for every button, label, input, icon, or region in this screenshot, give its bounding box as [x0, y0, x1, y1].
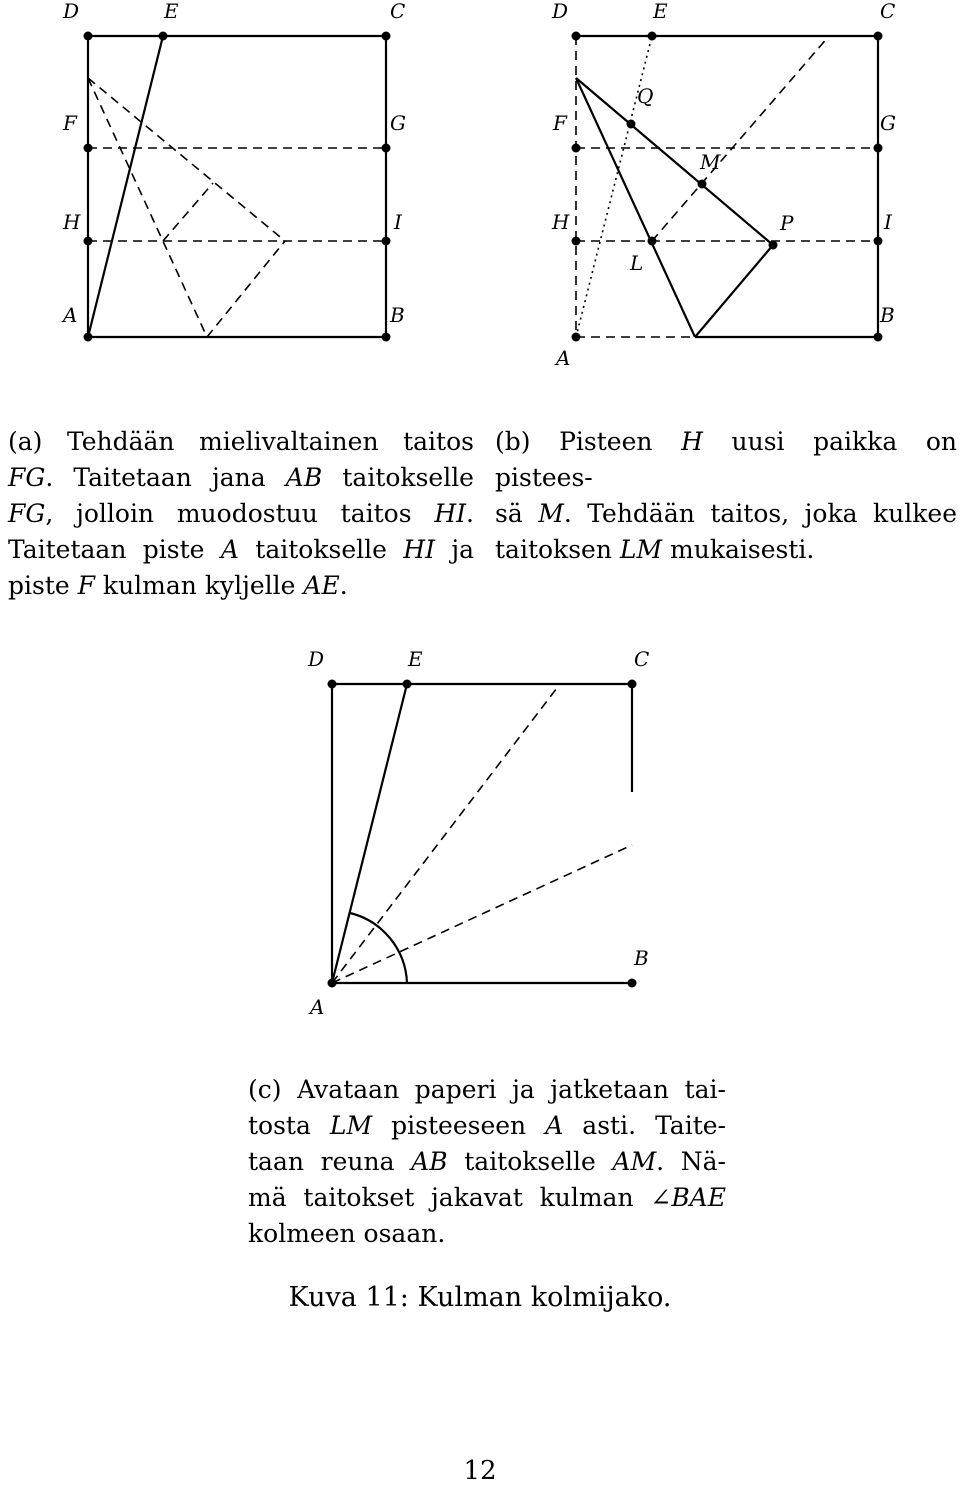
label-g-a: G — [390, 111, 406, 135]
label-c-b: C — [880, 0, 896, 23]
label-a-c: A — [310, 995, 325, 1019]
label-i-b: I — [884, 210, 892, 234]
fold-line-a4 — [163, 183, 213, 241]
fold-f-to-l-b — [576, 78, 695, 337]
point-f-a — [84, 144, 93, 153]
point-b-b — [874, 333, 883, 342]
point-b-c — [628, 979, 637, 988]
caption-b — [495, 424, 957, 568]
caption-b-line2: sä M. Tehdään taitos, joka kulkee — [495, 499, 957, 528]
square-b-edges — [576, 36, 878, 337]
fold-ae-a — [88, 36, 163, 337]
point-a-c — [328, 979, 337, 988]
fold-lm-b — [652, 36, 829, 241]
square-c-edges — [332, 684, 632, 983]
point-h-b — [572, 237, 581, 246]
caption-a-line4: Taitetaan piste A taitokselle HI ja — [8, 535, 474, 564]
label-d-c: D — [308, 647, 325, 671]
fold-line-a3 — [207, 241, 285, 337]
label-d-b: D — [552, 0, 569, 23]
point-c-a — [382, 32, 391, 41]
point-d-b — [572, 32, 581, 41]
figure-b — [480, 0, 960, 400]
label-b-b: B — [880, 303, 895, 327]
caption-a-line5: piste F kulman kyljelle AE. — [8, 571, 348, 600]
point-f-b — [572, 144, 581, 153]
label-m-b: M — [700, 150, 721, 174]
point-m-b — [698, 180, 707, 189]
point-l-b — [648, 237, 657, 246]
label-i-a: I — [394, 210, 402, 234]
label-h-a: H — [63, 210, 81, 234]
point-g-b — [874, 144, 883, 153]
label-l-b: L — [630, 251, 644, 275]
caption-c-line3: taan reuna AB taitokselle AM. Nä- — [248, 1147, 727, 1176]
caption-a-line2: FG. Taitetaan jana AB taitokselle — [8, 463, 474, 492]
fold-ae-c — [332, 684, 407, 983]
label-g-b: G — [880, 111, 896, 135]
point-c-c — [628, 680, 637, 689]
label-c-a: C — [390, 0, 406, 23]
figure-c — [0, 630, 960, 1030]
caption-a-line3: FG, jolloin muodostuu taitos HI. — [8, 499, 474, 528]
point-q-b — [627, 120, 636, 129]
point-b-a — [382, 333, 391, 342]
caption-c — [248, 1072, 726, 1252]
point-i-b — [874, 237, 883, 246]
trisector-1-c — [332, 684, 560, 983]
label-b-a: B — [390, 303, 405, 327]
fold-line-a1 — [88, 78, 207, 337]
square-a-edges — [88, 36, 386, 337]
label-d-a: D — [63, 0, 80, 23]
dotted-line-ae-b — [576, 36, 652, 337]
caption-b-line3: taitoksen LM mukaisesti. — [495, 535, 815, 564]
point-i-a — [382, 237, 391, 246]
point-e-c — [403, 680, 412, 689]
label-f-a: F — [63, 111, 77, 135]
angle-arc-c — [350, 913, 407, 983]
label-q-b: Q — [637, 84, 654, 108]
caption-a-line1: (a) Tehdään mielivaltainen taitos — [8, 427, 474, 456]
caption-b-line1: (b) Pisteen H uusi paikka on pistees- — [495, 427, 957, 492]
label-c-c: C — [634, 647, 650, 671]
label-b-c: B — [634, 946, 649, 970]
caption-c-line5: kolmeen osaan. — [248, 1219, 446, 1248]
point-g-a — [382, 144, 391, 153]
label-e-a: E — [164, 0, 179, 23]
caption-a — [8, 424, 474, 604]
trisector-2-c — [332, 845, 632, 983]
label-e-b: E — [653, 0, 668, 23]
figure-a — [0, 0, 480, 400]
point-a-a — [84, 333, 93, 342]
caption-c-line4: mä taitokset jakavat kulman ∠BAE — [248, 1183, 726, 1212]
label-p-b: P — [780, 211, 794, 235]
point-e-a — [159, 32, 168, 41]
point-e-b — [648, 32, 657, 41]
label-f-b: F — [553, 111, 567, 135]
point-h-a — [84, 237, 93, 246]
caption-c-line1: (c) Avataan paperi ja jatketaan tai- — [248, 1075, 726, 1104]
caption-c-line2: tosta LM pisteeseen A asti. Taite- — [248, 1111, 726, 1140]
label-e-c: E — [408, 647, 423, 671]
label-a-a: A — [63, 303, 78, 327]
point-c-b — [874, 32, 883, 41]
label-a-b: A — [556, 346, 571, 370]
page-number: 12 — [463, 1456, 497, 1486]
figure-caption: Kuva 11: Kulman kolmijako. — [288, 1282, 672, 1313]
point-d-a — [84, 32, 93, 41]
point-p-b — [769, 241, 778, 250]
point-a-b — [572, 333, 581, 342]
point-d-c — [328, 680, 337, 689]
fold-p-to-base-b — [695, 245, 773, 337]
label-h-b: H — [552, 210, 570, 234]
